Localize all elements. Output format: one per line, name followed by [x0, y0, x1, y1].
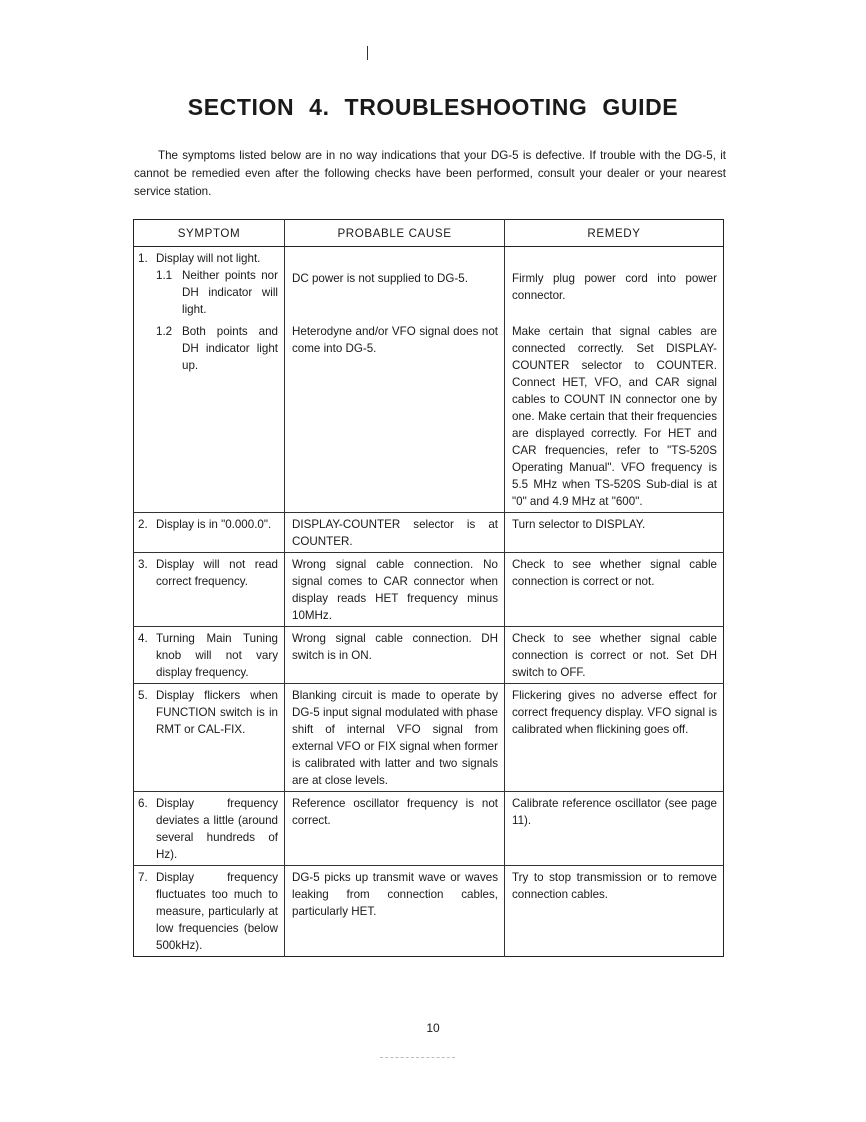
symptom-cell	[134, 866, 285, 957]
symptom-cell	[134, 320, 285, 513]
table-row	[134, 513, 724, 553]
symptom-number: 1.1	[156, 269, 173, 282]
symptom-cell	[134, 553, 285, 627]
remedy-cell: Firmly plug power cord into power connector.	[505, 267, 724, 320]
symptom-number: 1.2	[156, 325, 173, 338]
footer-rule	[380, 1057, 455, 1058]
symptom-cell	[134, 684, 285, 792]
symptom-text: Neither points nor DH indicator will light.	[182, 269, 278, 316]
symptom-header: SYMPTOM	[134, 220, 285, 247]
symptom-number: 2.	[138, 518, 148, 531]
table-row	[134, 792, 724, 866]
cause-cell: Heterodyne and/or VFO signal does not come into DG-5.	[285, 320, 505, 513]
table-row	[134, 866, 724, 957]
symptom-cell	[134, 267, 285, 320]
symptom-text: Display flickers when FUNCTION switch is in RMT or CAL-FIX.	[156, 689, 278, 736]
remedy-cell: Check to see whether signal cable connection is correct or not.	[505, 553, 724, 627]
table-row	[134, 684, 724, 792]
symptom-number: 3.	[138, 558, 148, 571]
remedy-header: REMEDY	[505, 220, 724, 247]
remedy-cell: Flickering gives no adverse effect for correct frequency display. VFO signal is calibrated when flickining goes off.	[505, 684, 724, 792]
remedy-cell: Make certain that signal cables are connected correctly. Set DISPLAY-COUNTER selector to COUNTER. Connect HET, VFO, and CAR signal cables to COUNT IN connector one by one. Make certain that their frequencies are displayed correctly. For HET and CAR frequencies, refer to "TS-520S Operating Manual". VFO frequency is 5.5 MHz when TS-520S Sub-dial is at "0" and 4.9 MHz at "600".	[505, 320, 724, 513]
table-header-row	[134, 220, 724, 247]
section-title: SECTION 4. TROUBLESHOOTING GUIDE	[187, 94, 679, 120]
symptom-text: Display is in "0.000.0".	[156, 518, 272, 531]
table-row	[134, 267, 724, 320]
symptom-cell	[134, 627, 285, 684]
remedy-cell: Check to see whether signal cable connection is correct or not. Set DH switch to OFF.	[505, 627, 724, 684]
cause-cell: Wrong signal cable connection. DH switch is in ON.	[285, 627, 505, 684]
symptom-number: 7.	[138, 871, 148, 884]
cause-cell: DISPLAY-COUNTER selector is at COUNTER.	[285, 513, 505, 553]
symptom-number: 4.	[138, 632, 148, 645]
table-row	[134, 553, 724, 627]
symptom-number: 5.	[138, 689, 148, 702]
cause-cell: Blanking circuit is made to operate by DG-5 input signal modulated with phase shift of internal VFO signal from external VFO or FIX signal when former is calibrated with latter and two signals are at close levels.	[285, 684, 505, 792]
troubleshooting-table	[133, 219, 724, 957]
intro-paragraph: The symptoms listed below are in no way indications that your DG-5 is defective. If trouble with the DG-5, it cannot be remedied even after the following checks have been performed, consult your dealer or your nearest service station.	[134, 149, 726, 198]
table-row	[134, 247, 724, 268]
page-number: 10	[426, 1021, 440, 1035]
symptom-number: 1.	[138, 252, 148, 265]
symptom-text: Display will not light.	[156, 252, 261, 265]
symptom-text: Display frequency deviates a little (around several hundreds of Hz).	[156, 797, 278, 861]
symptom-cell	[134, 513, 285, 553]
remedy-cell: Try to stop transmission or to remove connection cables.	[505, 866, 724, 957]
cause-cell: DG-5 picks up transmit wave or waves leaking from connection cables, particularly HET.	[285, 866, 505, 957]
cause-cell: Reference oscillator frequency is not correct.	[285, 792, 505, 866]
symptom-text: Both points and DH indicator light up.	[182, 325, 278, 372]
remedy-cell: Turn selector to DISPLAY.	[505, 513, 724, 553]
remedy-cell: Calibrate reference oscillator (see page 11).	[505, 792, 724, 866]
remedy-cell	[505, 247, 724, 268]
symptom-number: 6.	[138, 797, 148, 810]
symptom-text: Display frequency fluctuates too much to measure, particularly at low frequencies (below 500kHz).	[156, 871, 278, 952]
symptom-cell	[134, 247, 285, 268]
table-row	[134, 627, 724, 684]
symptom-text: Turning Main Tuning knob will not vary display frequency.	[156, 632, 278, 679]
cause-cell: DC power is not supplied to DG-5.	[285, 267, 505, 320]
table-row	[134, 320, 724, 513]
symptom-text: Display will not read correct frequency.	[156, 558, 278, 588]
page-mark	[367, 46, 368, 60]
cause-header: PROBABLE CAUSE	[285, 220, 505, 247]
symptom-cell	[134, 792, 285, 866]
cause-cell: Wrong signal cable connection. No signal comes to CAR connector when display reads HET frequency minus 10MHz.	[285, 553, 505, 627]
cause-cell	[285, 247, 505, 268]
